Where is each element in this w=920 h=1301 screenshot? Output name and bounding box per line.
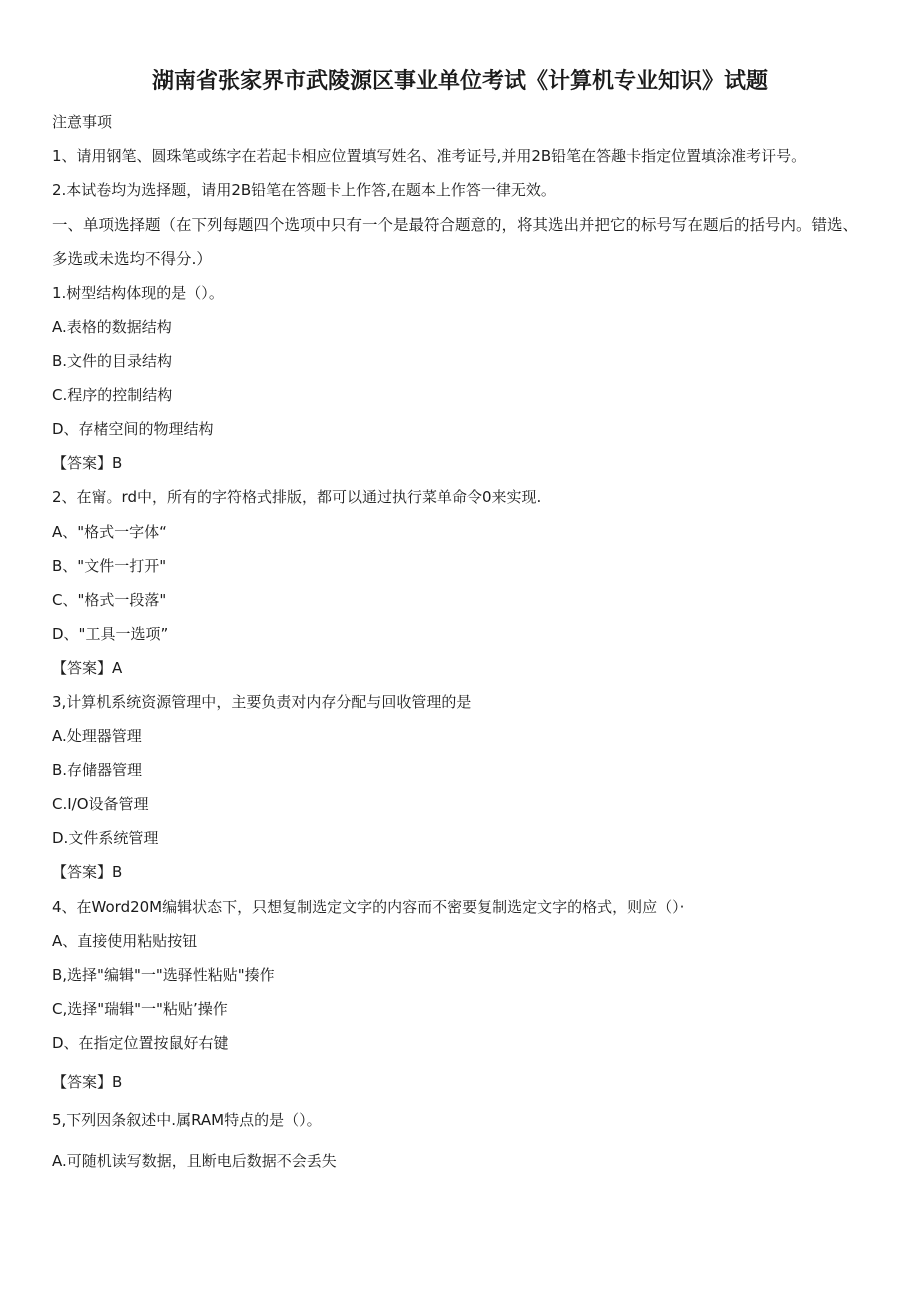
option-item: A、直接使用粘贴按钮 bbox=[52, 932, 198, 950]
option-item: D、"工具一选项” bbox=[52, 625, 169, 643]
option-item: A、"格式一字体“ bbox=[52, 523, 167, 541]
question-stem: 1.树型结构体现的是（）。 bbox=[52, 284, 224, 302]
notice-heading: 注意事项 bbox=[52, 113, 113, 131]
notice-item-2: 2.本试卷均为选择题，请用2B铅笔在答题卡上作答,在题本上作答一律无效。 bbox=[52, 181, 556, 199]
option-item: A.可随机读写数据，且断电后数据不会丢失 bbox=[52, 1152, 337, 1170]
option-item: A.表格的数据结构 bbox=[52, 318, 172, 336]
question-stem: 5,下列因条叙述中.属RAM特点的是（）。 bbox=[52, 1111, 322, 1129]
section-heading: 一、单项选择题（在下列每题四个选项中只有一个是最符合题意的，将其选出并把它的标号写在题后的括号内。错选、多选或未选均不得分.） bbox=[52, 216, 859, 268]
option-item: C、"格式一段落" bbox=[52, 591, 167, 609]
question-stem: 4、在Word20M编辑状态下，只想复制选定文字的内容而不密要复制选定文字的格式，则应（）· bbox=[52, 898, 685, 916]
option-item: D、在指定位置按鼠好右键 bbox=[52, 1034, 229, 1052]
option-item: B,选择"编辑"一"选驿性粘贴"揍作 bbox=[52, 966, 275, 984]
answer-line: 【答案】A bbox=[52, 659, 123, 677]
option-item: D.文件系统管理 bbox=[52, 829, 159, 847]
option-item: B.存储器管理 bbox=[52, 761, 143, 779]
notice-item-1: 1、请用钢笔、圆珠笔或练字在若起卡相应位置填写姓名、准考证号,并用2B铅笔在答趣卡指定位置填涂准考讦号。 bbox=[52, 147, 807, 165]
option-item: D、存楮空间的物理结构 bbox=[52, 420, 214, 438]
option-item: B、"文件一打开" bbox=[52, 557, 167, 575]
document-title: 湖南省张家界市武陵源区事业单位考试《计算机专业知识》试题 bbox=[151, 69, 768, 94]
question-stem: 2、在甯。rd中，所有的字符格式排版，都可以通过执行菜单命令0来实现. bbox=[52, 488, 542, 506]
option-item: C.I/O设备管理 bbox=[52, 795, 149, 813]
option-item: C,选择"瑞辑"一"粘贴’操作 bbox=[52, 1000, 228, 1018]
option-item: A.处理器管理 bbox=[52, 727, 142, 745]
answer-line: 【答案】B bbox=[52, 1073, 123, 1091]
option-item: C.程序的控制结构 bbox=[52, 386, 173, 404]
answer-line: 【答案】B bbox=[52, 454, 123, 472]
option-item: B.文件的目录结构 bbox=[52, 352, 173, 370]
question-stem: 3,计算机系统资源管理中，主要负责对内存分配与回收管理的是 bbox=[52, 693, 472, 711]
answer-line: 【答案】B bbox=[52, 863, 123, 881]
